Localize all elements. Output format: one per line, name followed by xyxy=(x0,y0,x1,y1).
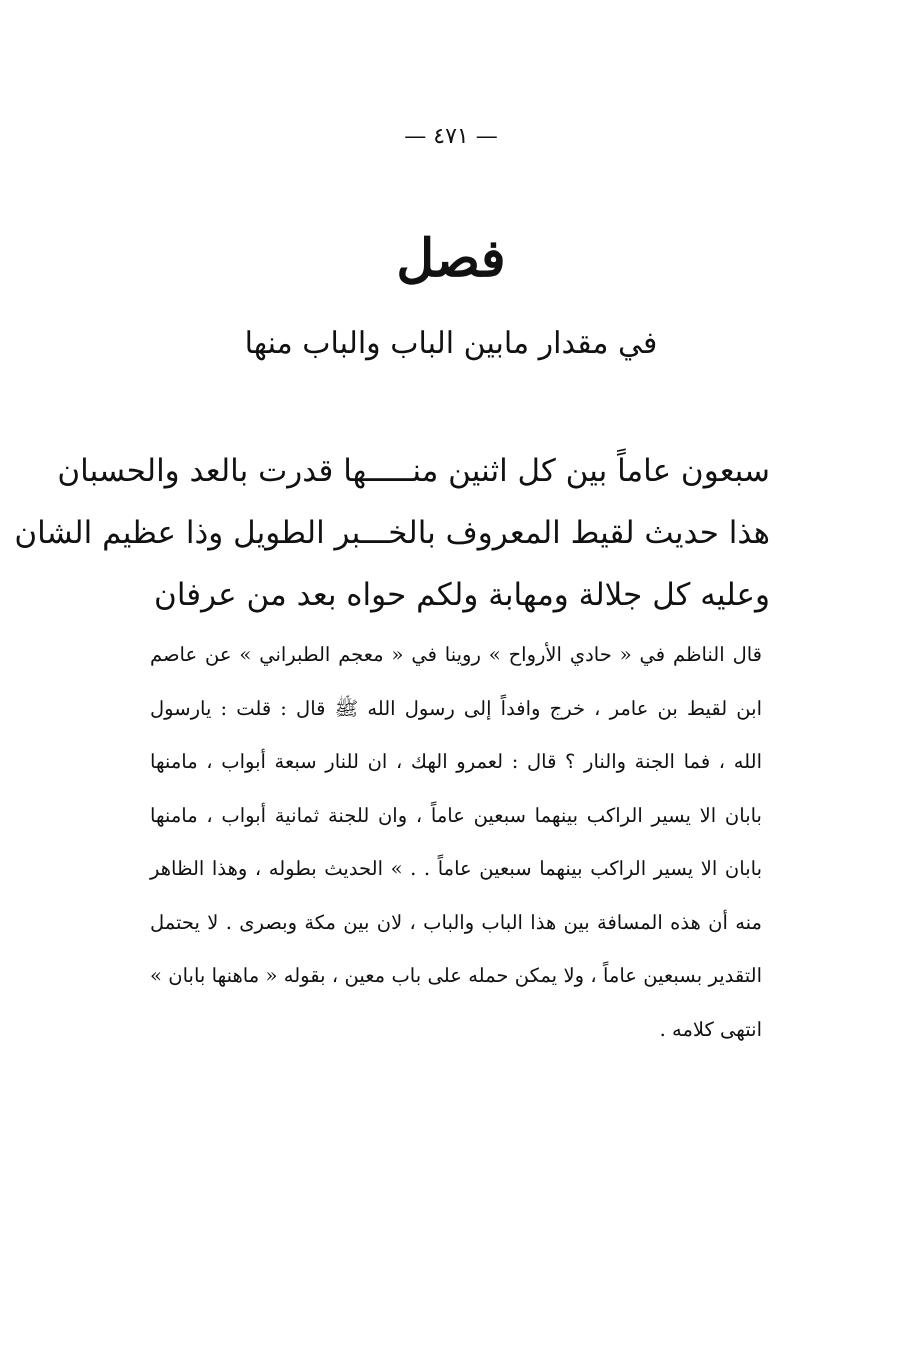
verse-line: سبعون عاماً بين كل اثنين منـــــها قدرت بالعد والحسبان xyxy=(57,453,770,489)
prose-paragraph xyxy=(150,628,762,1056)
prose-line: قال الناظم في « حادي الأرواح » روينا في « معجم الطبراني » عن عاصم xyxy=(150,643,762,666)
poem-verses xyxy=(14,440,770,626)
verse-line: هذا حديث لقيط المعروف بالخـــبر الطويل وذا عظيم الشان xyxy=(14,515,770,551)
prose-line: الله ، فما الجنة والنار ؟ قال : لعمرو الهك ، ان للنار سبعة أبواب ، مامنها xyxy=(150,750,762,773)
prose-line: انتهى كلامه . xyxy=(659,1017,762,1041)
prose-line: بابان الا يسير الراكب بينهما سبعين عاماً . . » الحديث بطوله ، وهذا الظاهر xyxy=(150,857,762,880)
page-number: — ٤٧١ — xyxy=(404,124,498,149)
prose-line: ابن لقيط بن عامر ، خرج وافداً إلى رسول الله ﷺ قال : قلت : يارسول xyxy=(150,696,762,720)
prose-line: التقدير بسبعين عاماً ، ولا يمكن حمله على باب معين ، بقوله « ماهنها بابان » xyxy=(150,964,762,987)
prose-line: بابان الا يسير الراكب بينهما سبعين عاماً ، وان للجنة ثمانية أبواب ، مامنها xyxy=(150,803,762,827)
prose-line: منه أن هذه المسافة بين هذا الباب والباب ، لان بين مكة وبصرى . لا يحتمل xyxy=(150,910,762,934)
verse-line: وعليه كل جلالة ومهابة ولكم حواه بعد من عرفان xyxy=(154,577,770,613)
section-subtitle: في مقدار مابين الباب والباب منها xyxy=(244,326,658,361)
section-title: فصل xyxy=(396,228,506,289)
